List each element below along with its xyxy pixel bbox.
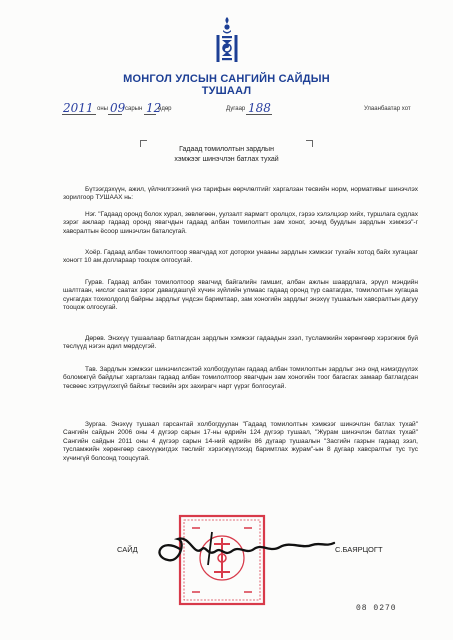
paragraph-two: Хоёр. Гадаад албан томилолтоор явагчдад хот доторхи унааны зардлын хэмжээг тухайн хотод байх хугацааг хоногт 10 ам.доллараар тооцож олгосугай. (63, 249, 418, 265)
city-name: Улаанбаатар хот (364, 106, 411, 112)
signer-name: С.БАЯРЦОГТ (335, 545, 383, 554)
date-day: 12 (146, 101, 162, 115)
day-suffix: өдөр (158, 106, 172, 112)
paragraph-four: Дөрөв. Энэхүү тушаалаар батлагдсан зардлын хэмжээг гадаадын зээл, тусламжийн хөрөнгөөр хэрэгжиж буй төслүүд нэгэн адил мөрдсүгэй. (63, 335, 418, 351)
document-title-line1: МОНГОЛ УЛСЫН САНГИЙН САЙДЫН (123, 73, 330, 85)
number-underline (246, 114, 272, 115)
month-underline (108, 114, 122, 115)
subject-line1: Гадаад томилолтын зардлын (179, 146, 274, 153)
signer-title: САЙД (117, 545, 138, 554)
paragraph-one: Нэг. "Гадаад оронд болох хурал, зөвлөгөөн, уулзалт яармагт оролцох, гэрээ хэлэлцээр хийх, туршлага судлах зэрэг ажлаар гадаад оронд явагчдын гадаад албан томилолтын зам хоног, зочид буудлын зардлын хэмжээ"-г хавсралтын ёсоор шинэчлэн баталсугай. (63, 211, 418, 235)
order-number: 188 (248, 101, 271, 115)
paragraph-five: Тав. Зардлын хэмжээг шинэчилсэнтэй холбогдуулан гадаад албан томилолтын зардлыг энэ онд нэмэгдүүлэх боломжгүй байдлыг харгалзан гадаад албан томилолтоор явагчдын зам хоногийн тоог багасгах замаар батлагдсан төсвөөс хэтрүүлэхгүй байхыг төсвийн эрх захирагч нарт үүрэг болгосугай. (63, 366, 418, 390)
date-month: 09 (110, 101, 126, 115)
year-suffix: оны (97, 106, 108, 112)
registration-number: 08 0270 (356, 604, 397, 613)
year-underline (62, 114, 96, 115)
order-number-label: Дугаар (226, 106, 246, 112)
paragraph-three: Гурав. Гадаад албан томилолтоор явагчид байгалийн гамшиг, албан ажлын шаардлага, эрүүл мэндийн шалтгаан, нислэг саатах зэрэг давагдашгүй хүчин зүйлийн улмаас гадаад оронд түр саатагдах, томилолтын хугацаа сунгагдах тохиолдолд байрны зардлыг үндсэн баримтаар, зам хоногийн зардлыг энэхүү тушаалын хавсралтын дагуу тооцож олгосугай. (63, 279, 418, 312)
handwritten-signature-icon (150, 527, 340, 569)
document-title-line2: ТУШААЛ (201, 85, 252, 97)
subject-line2: хэмжээг шинэчлэн батлах тухай (174, 156, 279, 163)
month-suffix: сарын (125, 106, 143, 112)
soyombo-emblem-icon (214, 16, 240, 66)
day-underline (144, 114, 156, 115)
paragraph-six: Зургаа. Энэхүү тушаал гарсантай холбогдуулан "Гадаад томилолтын хэмжээг шинэчлэн батлах тухай" Сангийн сайдын 2006 оны 4 дүгээр сарын 17-ны өдрийн 124 дүгээр тушаал, "Журам шинэчлэн батлах тухай" Сангийн сайдын 2011 оны 4 дүгээр сарын 14-ний өдрийн 86 дүгаар тушаалын "Засгийн газрын гадаад зээл, тусламжийн хөрөнгөөр санхүүжигдэх төслийг хэрэгжүүлэхэд баримтлах журам"-ын 8 дугаар хавсралтыг тус тус хүчингүй болсонд тооцсугай. (63, 421, 418, 462)
paragraph-intro: Бүтээгдэхүүн, ажил, үйлчилгээний үнэ тарифын өөрчлөлтийг харгалзан төсвийн норм, нормативыг шинэчлэх зорилгоор ТУШААХ нь: (63, 186, 418, 202)
date-year: 2011 (63, 101, 94, 115)
